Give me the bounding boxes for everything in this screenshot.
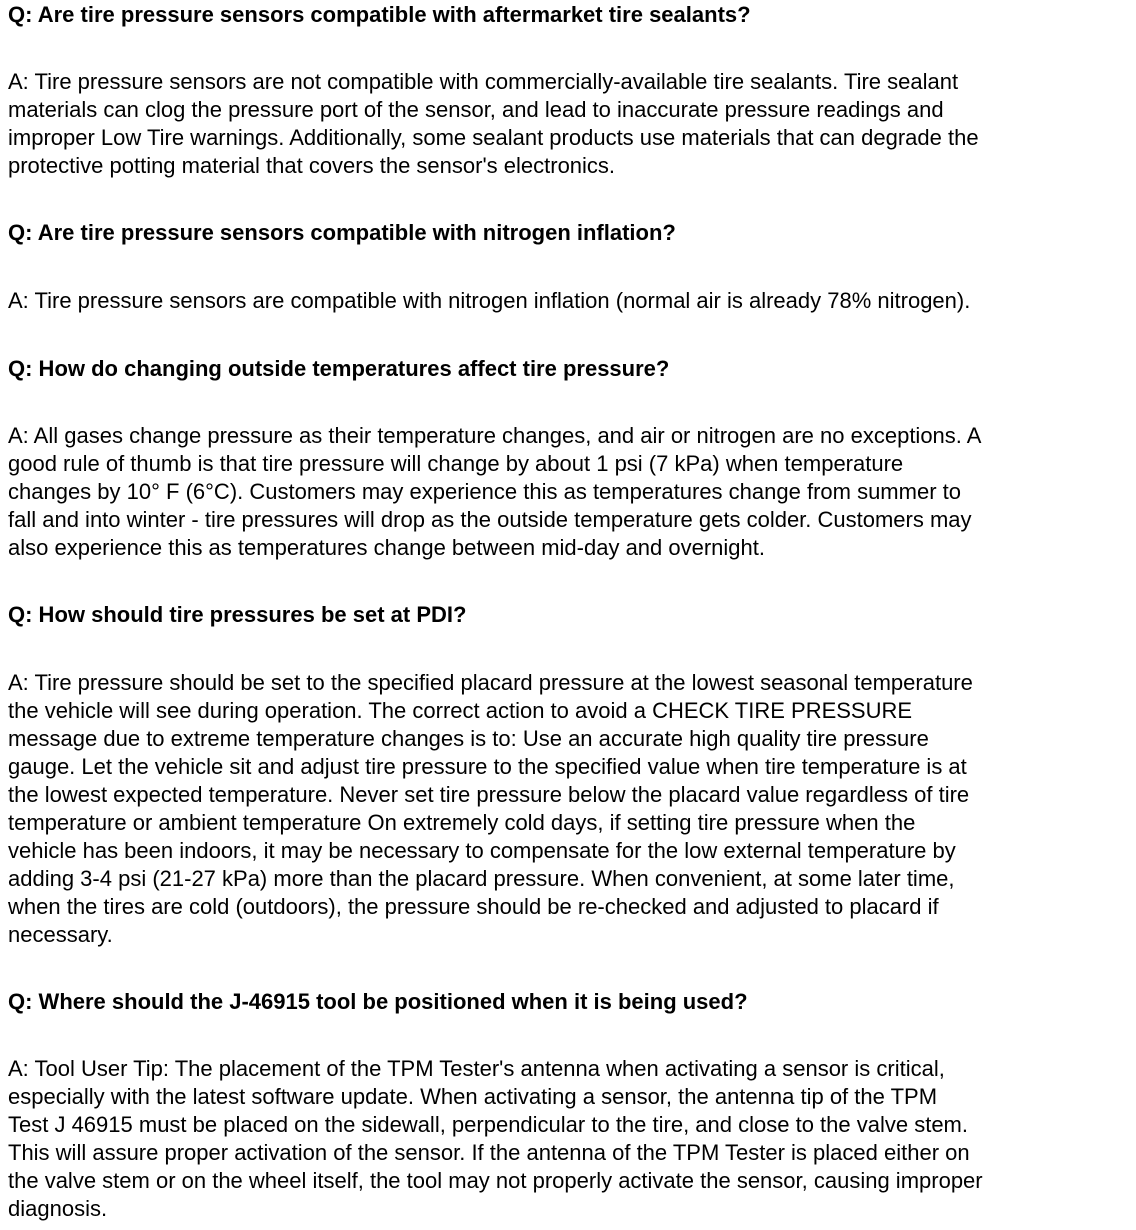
answer-line: the valve stem or on the wheel itself, the tool may not properly activate the sensor, causing improper — [8, 1168, 983, 1193]
faq-answer-tool-position — [8, 1055, 983, 1223]
answer-line: materials can clog the pressure port of the sensor, and lead to inaccurate pressure readings and — [8, 97, 944, 122]
answer-line: diagnosis. — [8, 1196, 108, 1221]
faq-question-nitrogen: Q: Are tire pressure sensors compatible with nitrogen inflation? — [8, 220, 676, 245]
answer-line: message due to extreme temperature changes is to: Use an accurate high quality tire pressure — [8, 726, 929, 751]
answer-line: improper Low Tire warnings. Additionally, some sealant products use materials that can degrade the — [8, 125, 979, 150]
answer-line: temperature or ambient temperature On extremely cold days, if setting tire pressure when the — [8, 810, 916, 835]
faq-question-temperature: Q: How do changing outside temperatures affect tire pressure? — [8, 356, 670, 381]
answer-line: also experience this as temperatures change between mid-day and overnight. — [8, 535, 766, 560]
answer-line: protective potting material that covers the sensor's electronics. — [8, 153, 616, 178]
answer-line: A: Tire pressure sensors are compatible with nitrogen inflation (normal air is already 78% nitrogen). — [8, 288, 971, 313]
answer-line: Test J 46915 must be placed on the sidewall, perpendicular to the tire, and close to the valve stem. — [8, 1112, 968, 1137]
faq-answer-pdi — [8, 669, 973, 949]
faq-question-tool-position: Q: Where should the J-46915 tool be positioned when it is being used? — [8, 989, 748, 1014]
answer-line: A: All gases change pressure as their temperature changes, and air or nitrogen are no exceptions. A — [8, 423, 982, 448]
faq-answer-nitrogen — [8, 287, 970, 315]
answer-line: This will assure proper activation of the sensor. If the antenna of the TPM Tester is placed either on — [8, 1140, 970, 1165]
answer-line: changes by 10° F (6°C). Customers may experience this as temperatures change from summer to — [8, 479, 961, 504]
answer-line: the vehicle will see during operation. The correct action to avoid a CHECK TIRE PRESSURE — [8, 698, 913, 723]
answer-line: the lowest expected temperature. Never set tire pressure below the placard value regardless of tire — [8, 782, 970, 807]
answer-line: when the tires are cold (outdoors), the pressure should be re-checked and adjusted to placard if — [8, 894, 939, 919]
answer-line: good rule of thumb is that tire pressure will change by about 1 psi (7 kPa) when temperature — [8, 451, 904, 476]
answer-line: gauge. Let the vehicle sit and adjust tire pressure to the specified value when tire temperature is at — [8, 754, 967, 779]
faq-question-sealants: Q: Are tire pressure sensors compatible with aftermarket tire sealants? — [8, 2, 751, 27]
faq-answer-temperature — [8, 422, 981, 562]
answer-line: adding 3-4 psi (21-27 kPa) more than the placard pressure. When convenient, at some later time, — [8, 866, 955, 891]
faq-question-pdi: Q: How should tire pressures be set at PDI? — [8, 602, 467, 627]
answer-line: A: Tool User Tip: The placement of the TPM Tester's antenna when activating a sensor is critical, — [8, 1056, 945, 1081]
answer-line: vehicle has been indoors, it may be necessary to compensate for the low external temperature by — [8, 838, 956, 863]
answer-line: especially with the latest software update. When activating a sensor, the antenna tip of the TPM — [8, 1084, 938, 1109]
answer-line: necessary. — [8, 922, 113, 947]
answer-line: fall and into winter - tire pressures will drop as the outside temperature gets colder. Customers may — [8, 507, 972, 532]
answer-line: A: Tire pressure should be set to the specified placard pressure at the lowest seasonal temperature — [8, 670, 973, 695]
faq-answer-sealants — [8, 68, 979, 180]
answer-line: A: Tire pressure sensors are not compatible with commercially-available tire sealants. Tire sealant — [8, 69, 959, 94]
